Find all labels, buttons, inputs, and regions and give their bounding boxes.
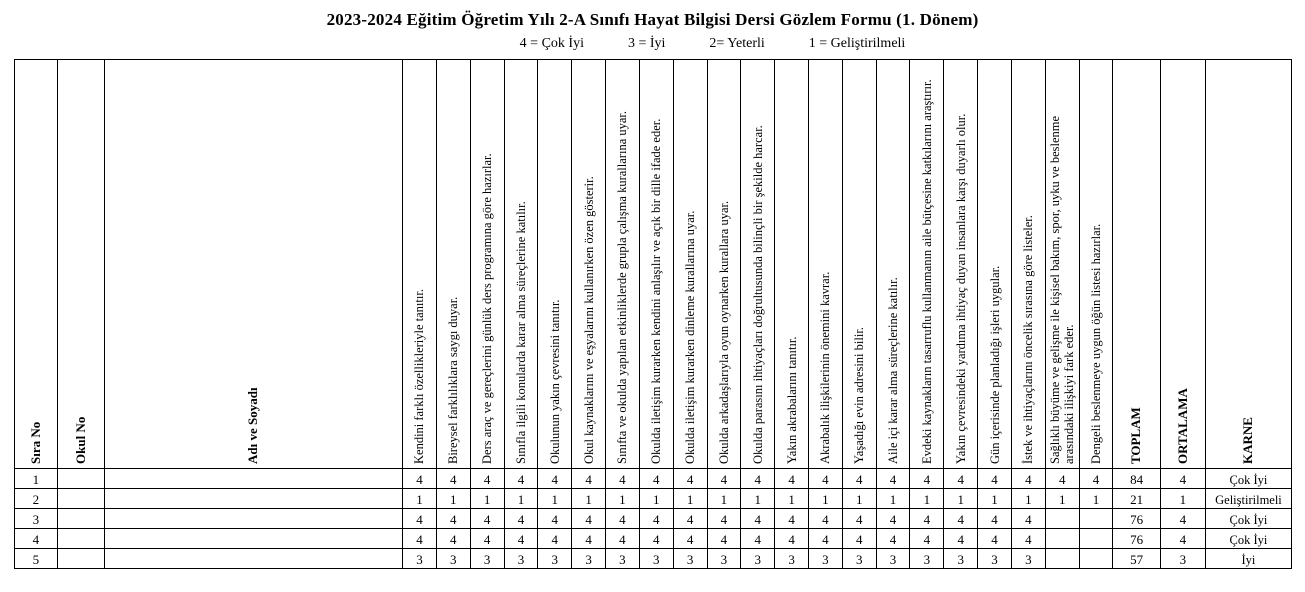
cell-score[interactable]: 4: [572, 469, 606, 489]
cell-score[interactable]: 1: [572, 489, 606, 509]
cell-score[interactable]: 3: [910, 549, 944, 569]
cell-score[interactable]: 4: [504, 509, 538, 529]
cell-score[interactable]: [1079, 509, 1113, 529]
cell-score[interactable]: 4: [1045, 469, 1079, 489]
document-page: [0, 10, 1305, 592]
cell-score[interactable]: 4: [944, 509, 978, 529]
header-sira-no-label: Sıra No: [27, 421, 43, 464]
cell-score[interactable]: 3: [808, 549, 842, 569]
header-toplam: TOPLAM: [1113, 60, 1160, 469]
cell-ortalama: 4: [1160, 509, 1205, 529]
cell-ad-soyad[interactable]: [105, 489, 403, 509]
cell-score[interactable]: 4: [436, 469, 470, 489]
cell-score[interactable]: 4: [910, 529, 944, 549]
cell-score[interactable]: 1: [403, 489, 437, 509]
cell-ad-soyad[interactable]: [105, 529, 403, 549]
cell-score[interactable]: 4: [876, 469, 910, 489]
cell-score[interactable]: 4: [842, 469, 876, 489]
cell-score[interactable]: 4: [876, 529, 910, 549]
header-criterion-20: Sağlıklı büyüme ve gelişme ile kişisel bakım, spor, uyku ve beslenme arasındaki ilişkiyi fark eder.: [1045, 60, 1079, 469]
cell-score[interactable]: 4: [470, 469, 504, 489]
cell-score[interactable]: 1: [808, 489, 842, 509]
cell-score[interactable]: 4: [842, 509, 876, 529]
cell-okul-no[interactable]: [57, 469, 104, 489]
header-okul-no: [57, 60, 104, 469]
header-criterion-21: Dengeli beslenmeye uygun öğün listesi hazırlar.: [1079, 60, 1113, 469]
cell-ortalama: 3: [1160, 549, 1205, 569]
cell-score[interactable]: 4: [741, 529, 775, 549]
header-ortalama: ORTALAMA: [1160, 60, 1205, 469]
table-row[interactable]: [15, 549, 1292, 569]
cell-karne: Çok İyi: [1205, 529, 1291, 549]
header-criterion-18: Gün içerisinde planladığı işleri uygular.: [978, 60, 1012, 469]
cell-score[interactable]: 3: [606, 549, 640, 569]
cell-score[interactable]: 4: [673, 469, 707, 489]
cell-score[interactable]: 1: [606, 489, 640, 509]
cell-score[interactable]: 4: [538, 509, 572, 529]
cell-karne: Çok İyi: [1205, 509, 1291, 529]
cell-score[interactable]: 4: [436, 529, 470, 549]
observation-table: [14, 59, 1292, 569]
cell-score[interactable]: 4: [538, 469, 572, 489]
cell-score[interactable]: 1: [842, 489, 876, 509]
header-criterion-5: Okulunun yakın çevresini tanıtır.: [538, 60, 572, 469]
header-criterion-6: Okul kaynaklarını ve eşyalarını kullanırken özen gösterir.: [572, 60, 606, 469]
cell-ortalama: 4: [1160, 529, 1205, 549]
header-criterion-10: Okulda arkadaşlarıyla oyun oynarken kurallara uyar.: [707, 60, 741, 469]
cell-score[interactable]: [1079, 549, 1113, 569]
cell-score[interactable]: 4: [1079, 469, 1113, 489]
cell-toplam: 76: [1113, 509, 1160, 529]
cell-toplam: 21: [1113, 489, 1160, 509]
legend-item-2: 2= Yeterli: [709, 36, 765, 51]
cell-karne: İyi: [1205, 549, 1291, 569]
table-header-row: [15, 60, 1292, 469]
cell-score[interactable]: 3: [504, 549, 538, 569]
cell-score[interactable]: 1: [538, 489, 572, 509]
cell-score[interactable]: [1045, 529, 1079, 549]
cell-toplam: 84: [1113, 469, 1160, 489]
cell-score[interactable]: 4: [606, 529, 640, 549]
cell-score[interactable]: 4: [403, 469, 437, 489]
cell-score[interactable]: 4: [403, 529, 437, 549]
cell-score[interactable]: 1: [470, 489, 504, 509]
cell-toplam: 57: [1113, 549, 1160, 569]
cell-score[interactable]: 4: [775, 469, 809, 489]
cell-score[interactable]: 4: [504, 529, 538, 549]
cell-score[interactable]: 4: [606, 509, 640, 529]
cell-score[interactable]: 4: [673, 529, 707, 549]
cell-score[interactable]: 3: [876, 549, 910, 569]
cell-toplam: 76: [1113, 529, 1160, 549]
header-criterion-4: Sınıfla ilgili konularda karar alma süreçlerine katılır.: [504, 60, 538, 469]
cell-score[interactable]: 3: [707, 549, 741, 569]
cell-score[interactable]: 1: [504, 489, 538, 509]
cell-score[interactable]: 3: [842, 549, 876, 569]
cell-score[interactable]: 4: [673, 509, 707, 529]
cell-ortalama: 4: [1160, 469, 1205, 489]
scale-legend: [0, 36, 1305, 52]
cell-score[interactable]: 3: [775, 549, 809, 569]
header-ad-soyad-label: Adı ve Soyadı: [245, 387, 261, 464]
cell-score[interactable]: 4: [978, 469, 1012, 489]
legend-item-1: 1 = Geliştirilmeli: [808, 36, 906, 51]
cell-score[interactable]: 4: [876, 509, 910, 529]
cell-score[interactable]: 3: [436, 549, 470, 569]
cell-score[interactable]: 4: [741, 469, 775, 489]
header-sira-no: [15, 60, 58, 469]
header-criterion-13: Akrabalık ilişkilerinin önemini kavrar.: [808, 60, 842, 469]
cell-score[interactable]: 4: [910, 509, 944, 529]
cell-sira-no: 2: [15, 489, 58, 509]
header-ad-soyad: [105, 60, 403, 469]
cell-score[interactable]: 4: [978, 529, 1012, 549]
cell-karne: Çok İyi: [1205, 469, 1291, 489]
cell-score[interactable]: 4: [538, 529, 572, 549]
header-criterion-9: Okulda iletişim kurarken dinleme kurallarına uyar.: [673, 60, 707, 469]
header-criterion-7: Sınıfta ve okulda yapılan etkinliklerde grupla çalışma kurallarına uyar.: [606, 60, 640, 469]
cell-score[interactable]: 4: [910, 469, 944, 489]
cell-score[interactable]: 4: [572, 509, 606, 529]
cell-score[interactable]: 3: [572, 549, 606, 569]
table-row[interactable]: [15, 509, 1292, 529]
cell-score[interactable]: 3: [741, 549, 775, 569]
page-title: 2023-2024 Eğitim Öğretim Yılı 2-A Sınıfı Hayat Bilgisi Dersi Gözlem Formu (1. Dönem): [326, 10, 979, 29]
cell-score[interactable]: 4: [842, 529, 876, 549]
cell-score[interactable]: 4: [1011, 469, 1045, 489]
table-row[interactable]: [15, 529, 1292, 549]
legend-item-4: 4 = Çok İyi: [519, 36, 584, 51]
cell-score[interactable]: 4: [470, 509, 504, 529]
cell-score[interactable]: 4: [606, 469, 640, 489]
cell-score[interactable]: 4: [775, 509, 809, 529]
cell-score[interactable]: 1: [1079, 489, 1113, 509]
cell-score[interactable]: 3: [944, 549, 978, 569]
cell-okul-no[interactable]: [57, 529, 104, 549]
cell-score[interactable]: 4: [504, 469, 538, 489]
cell-score[interactable]: 1: [436, 489, 470, 509]
cell-score[interactable]: 1: [876, 489, 910, 509]
cell-score[interactable]: 4: [436, 509, 470, 529]
cell-score[interactable]: 1: [944, 489, 978, 509]
cell-score[interactable]: 4: [639, 509, 673, 529]
legend-item-3: 3 = İyi: [627, 36, 666, 51]
cell-score[interactable]: 3: [403, 549, 437, 569]
cell-score[interactable]: 4: [808, 509, 842, 529]
cell-score[interactable]: 4: [775, 529, 809, 549]
cell-okul-no[interactable]: [57, 549, 104, 569]
cell-score[interactable]: 1: [775, 489, 809, 509]
cell-karne: Geliştirilmeli: [1205, 489, 1291, 509]
table-row[interactable]: [15, 489, 1292, 509]
header-criterion-19: İstek ve ihtiyaçlarını öncelik sırasına göre listeler.: [1011, 60, 1045, 469]
cell-score[interactable]: 1: [673, 489, 707, 509]
header-karne: KARNE: [1205, 60, 1291, 469]
cell-score[interactable]: 3: [538, 549, 572, 569]
cell-score[interactable]: 3: [978, 549, 1012, 569]
header-criterion-16: Evdeki kaynakların tasarruflu kullanmanın aile bütçesine katkılarını araştırır.: [910, 60, 944, 469]
cell-score[interactable]: 4: [944, 529, 978, 549]
cell-score[interactable]: 1: [978, 489, 1012, 509]
cell-score[interactable]: 4: [1011, 509, 1045, 529]
cell-score[interactable]: 4: [707, 469, 741, 489]
cell-score[interactable]: 1: [707, 489, 741, 509]
header-criterion-1: Kendini farklı özellikleriyle tanıtır.: [403, 60, 437, 469]
cell-score[interactable]: 4: [808, 529, 842, 549]
cell-score[interactable]: 1: [910, 489, 944, 509]
cell-score[interactable]: 4: [741, 509, 775, 529]
cell-score[interactable]: 3: [639, 549, 673, 569]
cell-sira-no: 5: [15, 549, 58, 569]
cell-score[interactable]: 3: [673, 549, 707, 569]
cell-score[interactable]: 4: [978, 509, 1012, 529]
cell-score[interactable]: 4: [707, 529, 741, 549]
cell-score[interactable]: 4: [1011, 529, 1045, 549]
cell-score[interactable]: 4: [639, 469, 673, 489]
cell-score[interactable]: 3: [470, 549, 504, 569]
header-criterion-3: Ders araç ve gereçlerini günlük ders programına göre hazırlar.: [470, 60, 504, 469]
cell-score[interactable]: 4: [639, 529, 673, 549]
cell-score[interactable]: 1: [741, 489, 775, 509]
cell-score[interactable]: 1: [1011, 489, 1045, 509]
cell-okul-no[interactable]: [57, 509, 104, 529]
cell-okul-no[interactable]: [57, 489, 104, 509]
header-criterion-11: Okulda parasını ihtiyaçları doğrultusunda bilinçli bir şekilde harcar.: [741, 60, 775, 469]
cell-score[interactable]: 4: [707, 509, 741, 529]
cell-score[interactable]: [1045, 509, 1079, 529]
cell-score[interactable]: 4: [944, 469, 978, 489]
header-criterion-12: Yakın akrabalarını tanıtır.: [775, 60, 809, 469]
header-okul-no-label: Okul No: [72, 416, 88, 464]
cell-score[interactable]: [1045, 549, 1079, 569]
cell-ortalama: 1: [1160, 489, 1205, 509]
table-row[interactable]: [15, 469, 1292, 489]
cell-ad-soyad[interactable]: [105, 469, 403, 489]
cell-sira-no: 3: [15, 509, 58, 529]
cell-score[interactable]: 4: [808, 469, 842, 489]
header-criterion-15: Aile içi karar alma süreçlerine katılır.: [876, 60, 910, 469]
cell-score[interactable]: 3: [1011, 549, 1045, 569]
cell-sira-no: 1: [15, 469, 58, 489]
cell-score[interactable]: [1079, 529, 1113, 549]
header-criterion-17: Yakın çevresindeki yardıma ihtiyaç duyan insanlara karşı duyarlı olur.: [944, 60, 978, 469]
cell-score[interactable]: 4: [470, 529, 504, 549]
header-criterion-8: Okulda iletişim kurarken kendini anlaşılır ve açık bir dille ifade eder.: [639, 60, 673, 469]
header-criterion-2: Bireysel farklılıklara saygı duyar.: [436, 60, 470, 469]
cell-score[interactable]: 4: [572, 529, 606, 549]
cell-score[interactable]: 1: [1045, 489, 1079, 509]
cell-ad-soyad[interactable]: [105, 549, 403, 569]
cell-ad-soyad[interactable]: [105, 509, 403, 529]
cell-score[interactable]: 1: [639, 489, 673, 509]
cell-score[interactable]: 4: [403, 509, 437, 529]
header-criterion-14: Yaşadığı evin adresini bilir.: [842, 60, 876, 469]
cell-sira-no: 4: [15, 529, 58, 549]
